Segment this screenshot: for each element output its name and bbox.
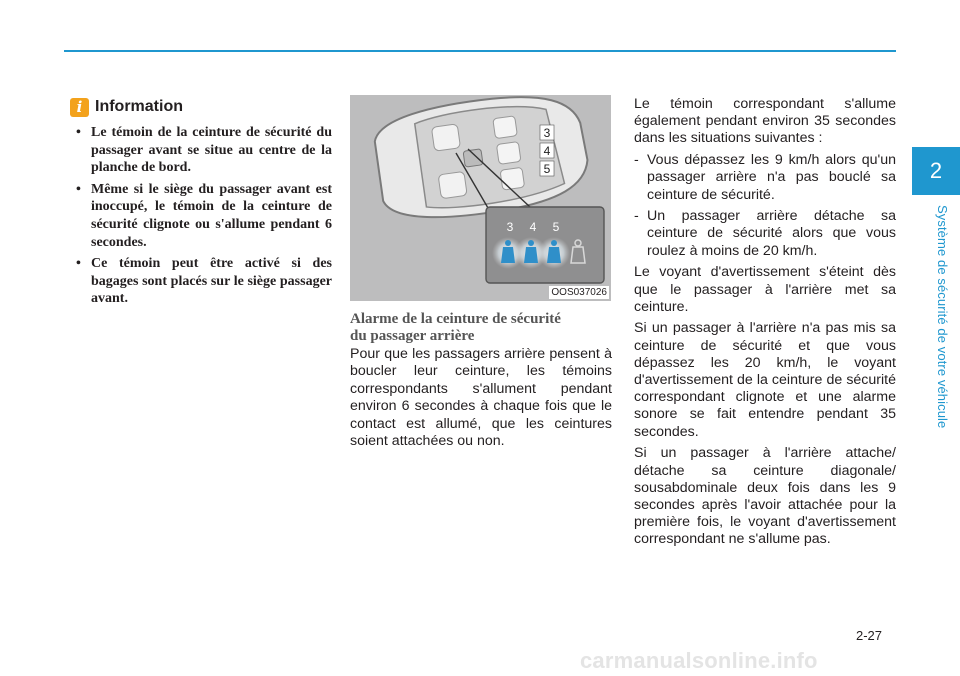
information-bullet: • Le témoin de la ceinture de sécurité du passager avant se situe au centre de la planche de bord. (70, 124, 332, 177)
information-list (70, 124, 332, 308)
seat-number-5: 5 (543, 162, 551, 176)
car-seatbelt-figure (350, 95, 611, 301)
section-body (350, 346, 612, 450)
car-top-view-illustration (350, 95, 611, 301)
information-bullet: • Ce témoin peut être activé si des bagages sont placés sur le siège passager avant. (70, 255, 332, 308)
column3-dash-item: - Un passager arrière détache sa ceinture de sécurité alors que vous roulez à moins de 20 km/h. (634, 208, 896, 260)
column3-dash-item: - Vous dépassez les 9 km/h alors qu'un passager arrière n'a pas bouclé sa ceinture de sécurité. (634, 152, 896, 204)
chapter-title: Système de sécurité de votre véhicule (935, 205, 950, 429)
chapter-number-tab: 2 (912, 147, 960, 195)
figure-code: OOS037026 (551, 287, 607, 298)
information-title: Information (95, 98, 183, 115)
panel-number-4: 4 (529, 220, 537, 234)
page-number: 2-27 (856, 628, 883, 643)
information-box (70, 96, 332, 312)
seat-number-3: 3 (543, 126, 551, 140)
column-3-text (634, 96, 896, 553)
watermark: carmanualsonline.info (580, 648, 818, 673)
info-icon: i (70, 98, 89, 117)
column3-paragraph: Le voyant d'avertissement s'éteint dès que le passager à l'arrière met sa ceinture. (634, 264, 896, 315)
panel-number-3: 3 (506, 220, 514, 234)
seat-number-4: 4 (543, 144, 551, 158)
section-title-line1: Alarme de la ceinture de sécurité (350, 311, 561, 327)
section-title (350, 311, 612, 345)
column3-paragraph: Si un passager à l'arrière attache/ détache sa ceinture diagonale/ sousabdominale deux fois dans les 9 secondes après l'avoir attachée pour la première fois, le voyant d'avertissement correspondant ne s'allume pas. (634, 445, 896, 548)
section-title-line2: du passager arrière (350, 328, 475, 344)
panel-number-5: 5 (552, 220, 560, 234)
rear-seat-markers (540, 125, 554, 176)
header-rule (64, 50, 896, 52)
column3-paragraph: Si un passager à l'arrière n'a pas mis sa ceinture de sécurité et que vous dépassez les 20 km/h, le voyant d'avertissement de la ceinture de sécurité correspondant clignote et une alarme sonore se fait entendre pendant 35 secondes. (634, 320, 896, 440)
column3-intro: Le témoin correspondant s'allume également pendant environ 35 secondes dans les situations suivantes : (634, 96, 896, 147)
seatbelt-indicator-panel (486, 207, 604, 283)
information-bullet: • Même si le siège du passager avant est inoccupé, le témoin de la ceinture de sécurité clignote ou s'allume pendant 6 secondes. (70, 181, 332, 251)
section-paragraph: Pour que les passagers arrière pensent à boucler leur ceinture, les témoins correspondants s'allument pendant environ 6 secondes à chaque fois que le contact est allumé, que les ceintures soient attachées ou non. (350, 346, 612, 450)
information-header (70, 96, 332, 118)
